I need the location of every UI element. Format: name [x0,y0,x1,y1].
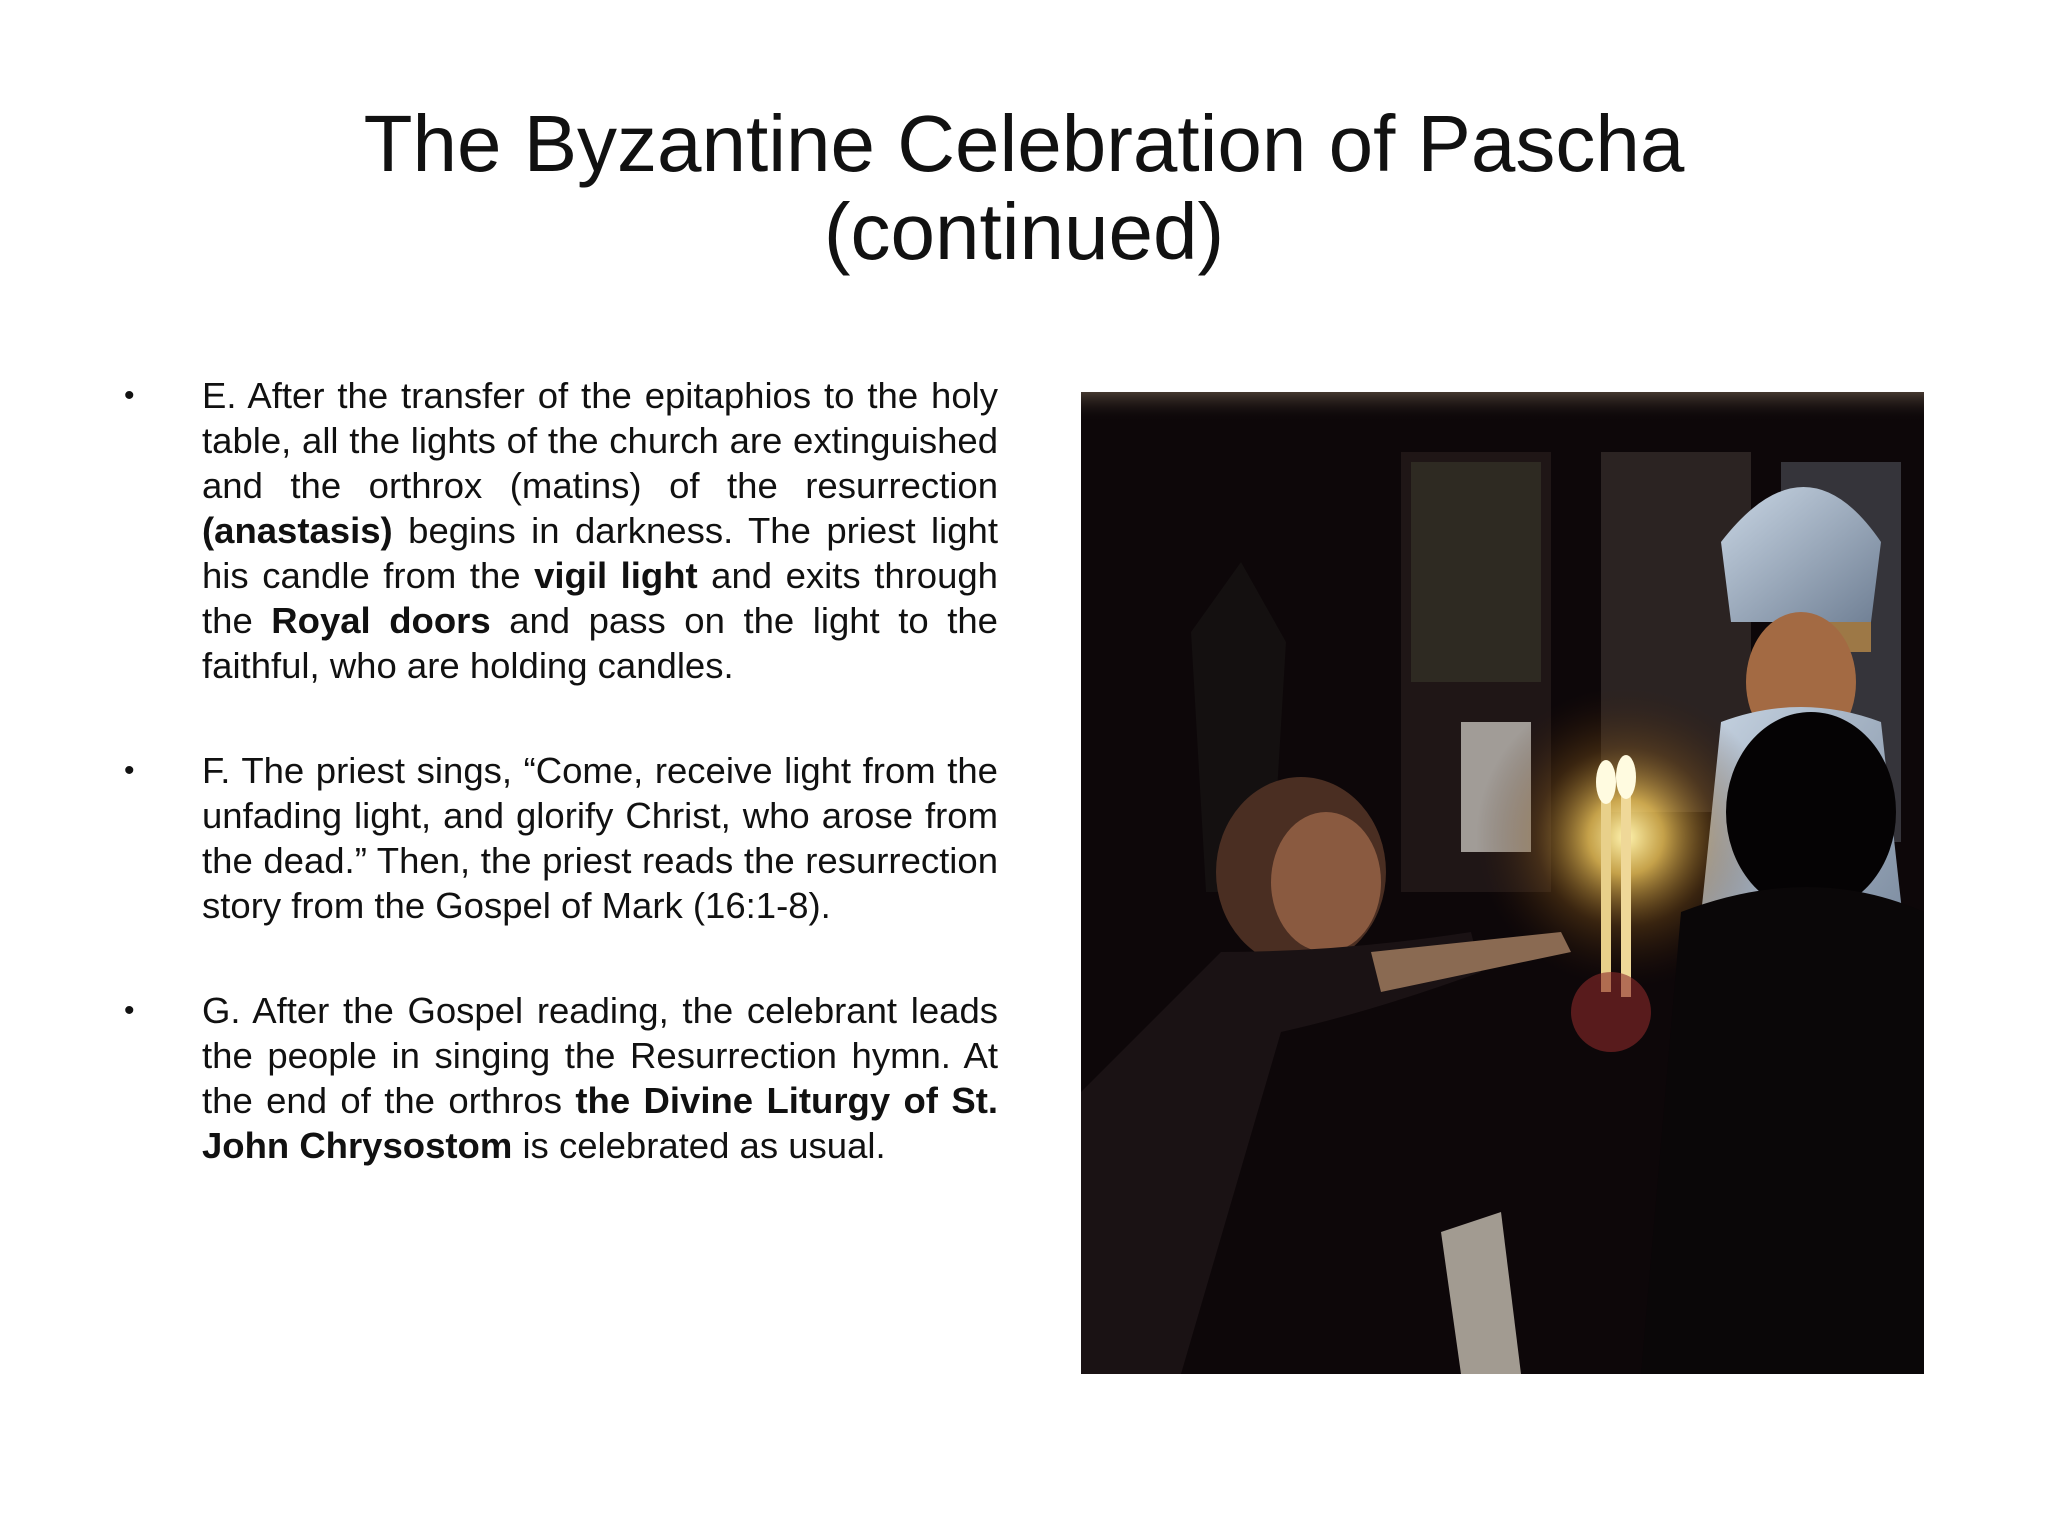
slide-title [0,100,2048,276]
flower-decoration [1571,972,1651,1052]
candle-1 [1601,792,1611,992]
woman-face [1271,812,1381,952]
bullet-item-f [118,748,998,928]
bullet-f-text: F. The priest sings, “Come, receive light from the unfading light, and glorify Christ, who arose from the dead.” Then, the priest reads the resurrection story from the Gospel of Mark (16:1-8). [202,750,998,926]
bullet-marker: • [124,994,135,1027]
bullet-item-g [118,988,998,1168]
bullet-e-text-4: and pass on the light to the faithful, who are holding candles. [202,600,998,686]
icon-frame [1411,462,1541,682]
bullet-e-bold-vigil-light: vigil light [534,555,698,596]
photo-illustration [1081,392,1924,1374]
man-head [1726,712,1896,912]
flame-2 [1616,755,1636,799]
bullet-e-bold-royal-doors: Royal doors [271,600,491,641]
bullet-e-bold-anastasis: (anastasis) [202,510,393,551]
bullet-g-text-1: G. After the Gospel reading, the celebrant leads the people in singing the Resurrection hymn. At the end of the orthros [202,990,998,1121]
bullet-g-text-2: is celebrated as usual. [512,1125,886,1166]
candle-2 [1621,787,1631,997]
candle-lighting-photo [1081,392,1924,1374]
man-body [1641,887,1924,1374]
bullet-item-e [118,373,998,688]
bullet-marker: • [124,754,135,787]
bullet-e-text-3: and exits through the [202,555,998,641]
bullet-e-text-1: E. After the transfer of the epitaphios to the holy table, all the lights of the church are extinguished and the orthrox (matins) of the resurrection [202,375,998,506]
bullet-marker: • [124,379,135,412]
title-line-1: The Byzantine Celebration of Pascha [363,99,1685,188]
bullet-e-text-2: begins in darkness. The priest light his candle from the [202,510,998,596]
photo-top-edge [1081,392,1924,422]
title-line-2: (continued) [823,187,1225,276]
flame-1 [1596,760,1616,804]
bullet-list [118,373,998,1228]
bullet-g-bold-divine-liturgy: the Divine Liturgy of St. John Chrysostom [202,1080,998,1166]
